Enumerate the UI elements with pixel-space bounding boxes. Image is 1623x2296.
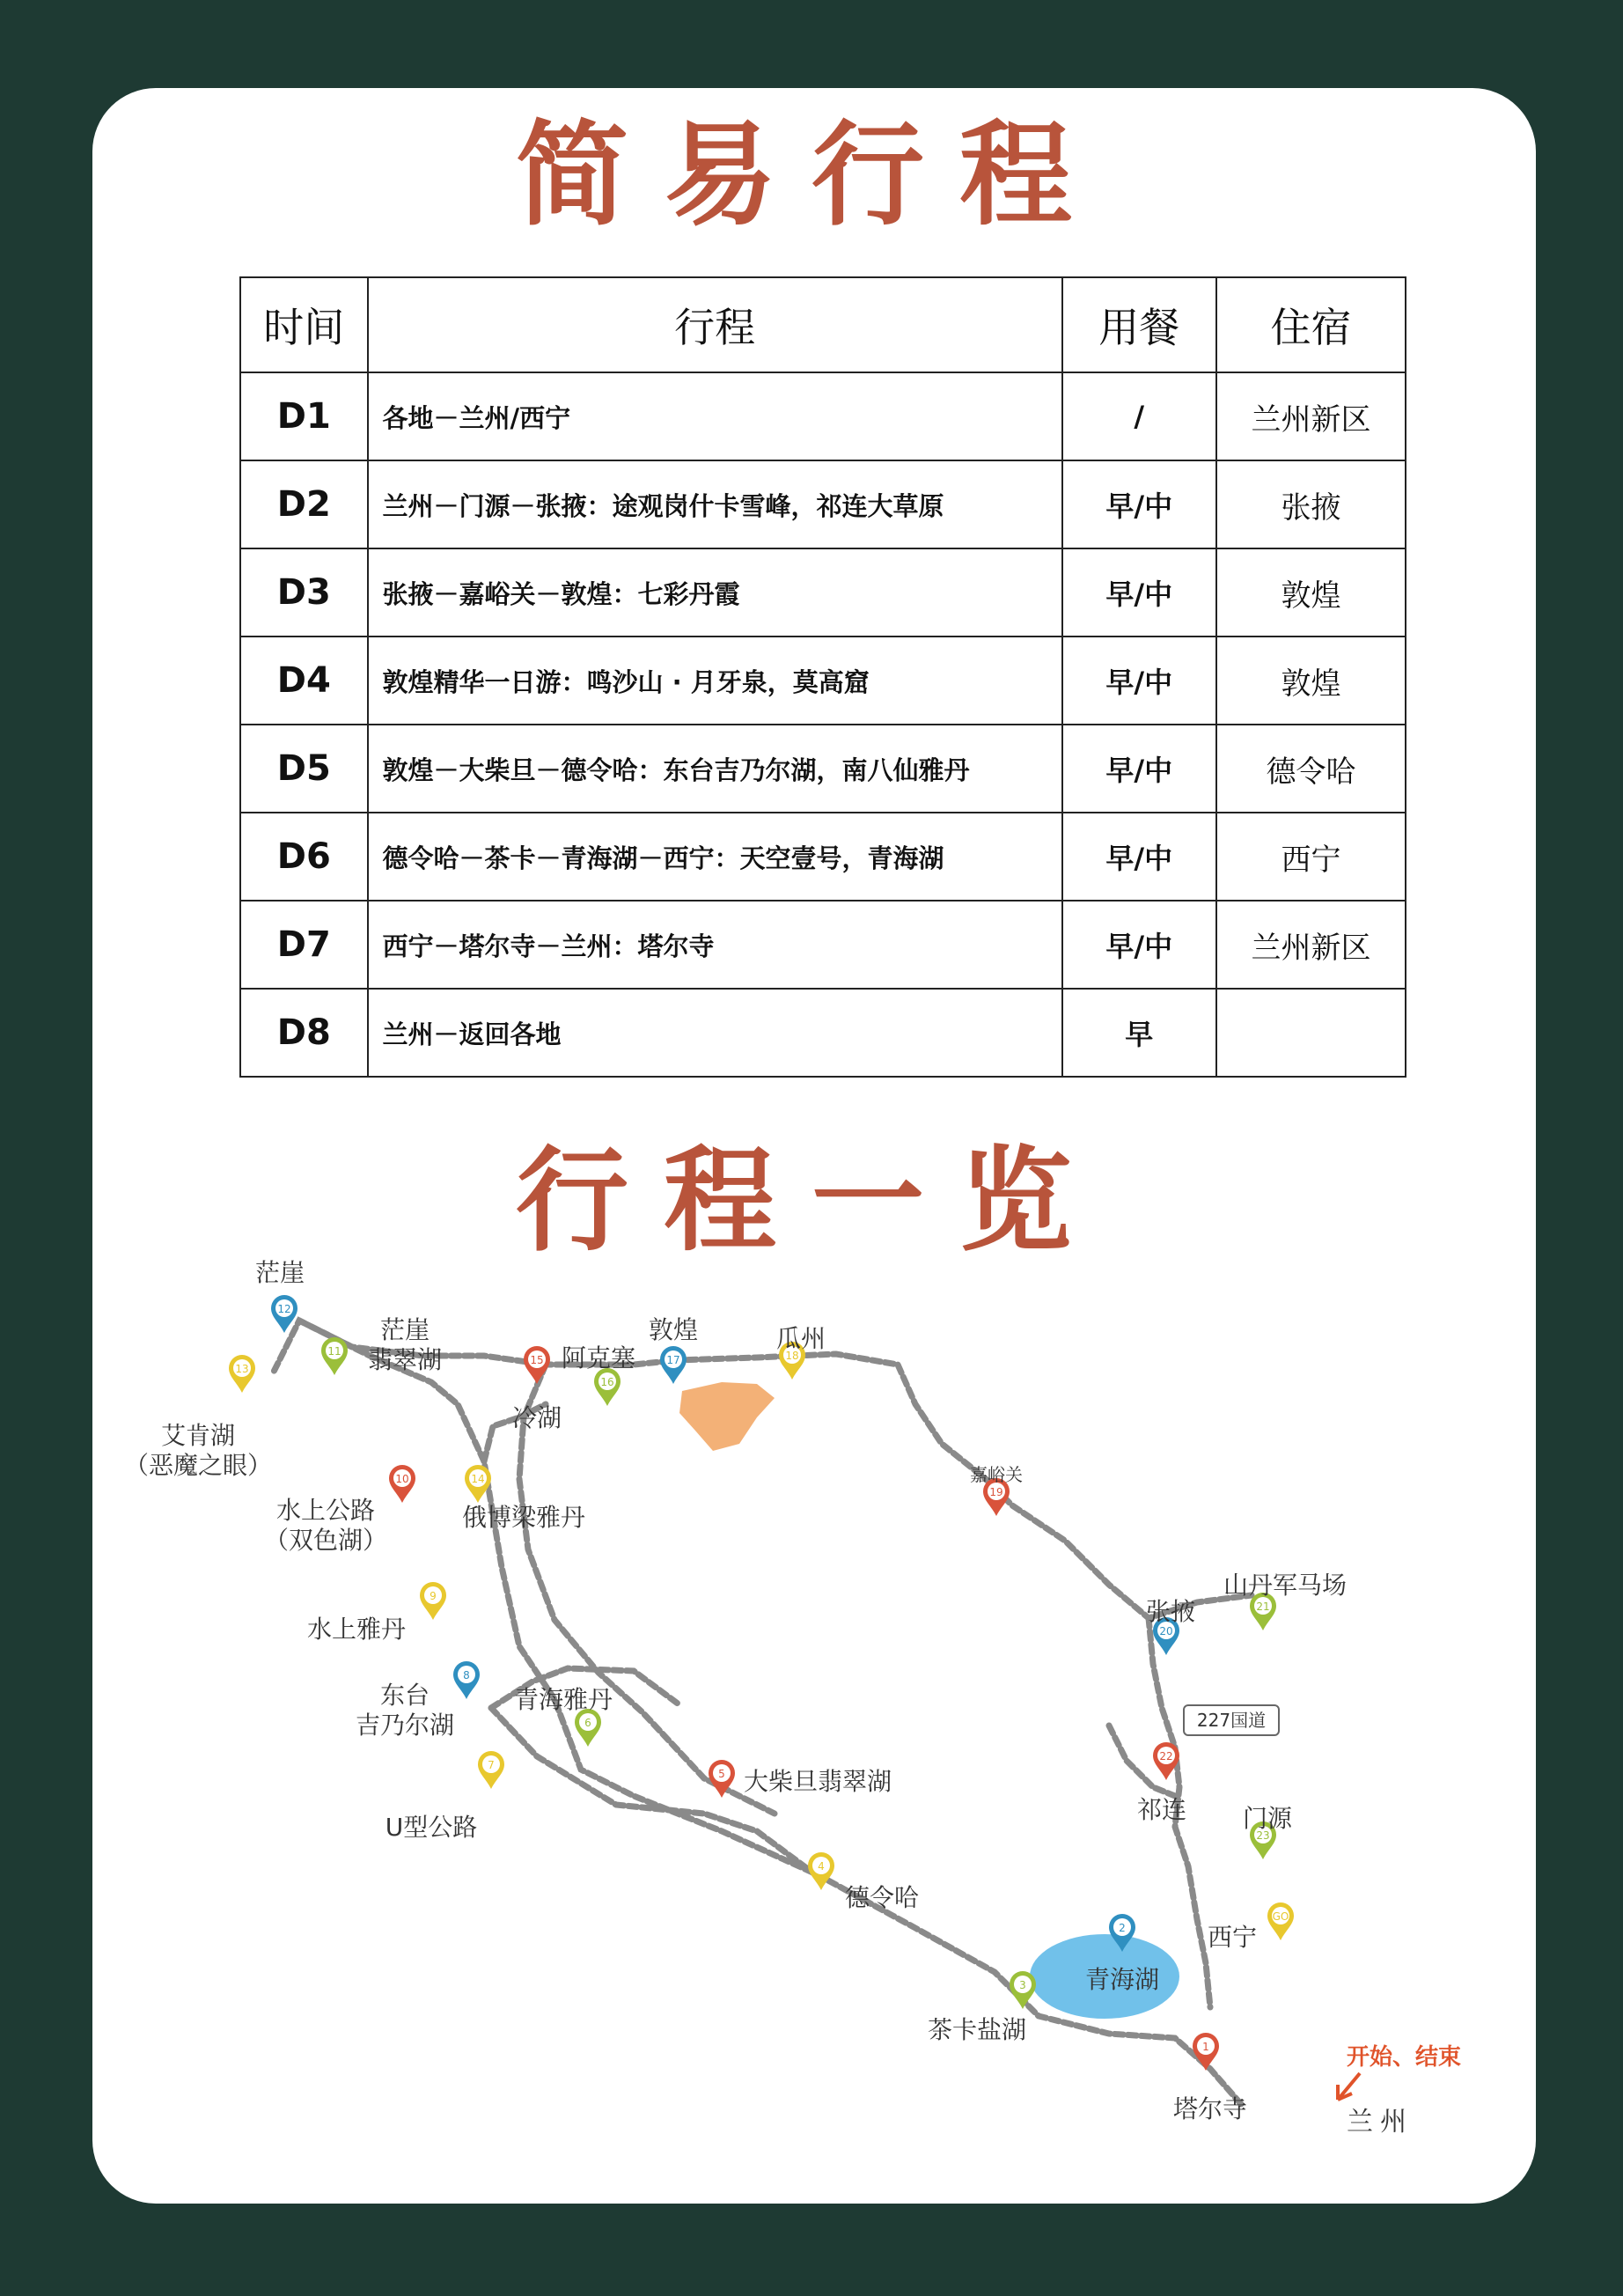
stop-label-13 (124, 1421, 272, 1480)
stop-marker-8 (453, 1661, 480, 1699)
route-cell: 各地－兰州/西宁 (368, 372, 1062, 460)
lanzhou-label: 兰州 (1347, 2107, 1414, 2138)
stop-label-21 (1223, 1571, 1347, 1600)
stop-number: 16 (600, 1376, 614, 1388)
day-cell: D7 (240, 901, 368, 989)
stop-label-line: 门源 (1242, 1804, 1293, 1833)
stop-label-line: 东台 (379, 1681, 430, 1710)
stop-label-line: 艾肯湖 (160, 1421, 236, 1450)
stop-number: 10 (395, 1473, 409, 1485)
stop-marker-11 (321, 1337, 348, 1375)
header-route: 行程 (368, 277, 1062, 372)
route-cell: 兰州－门源－张掖：途观岗什卡雪峰，祁连大草原 (368, 460, 1062, 548)
stop-number: 9 (430, 1590, 437, 1602)
stop-label-line: 嘉峪关 (970, 1464, 1023, 1485)
hotel-cell: 敦煌 (1216, 637, 1406, 725)
stop-label-3 (928, 2015, 1026, 2044)
header-hotel: 住宿 (1216, 277, 1406, 372)
stop-number: 7 (488, 1759, 495, 1771)
stop-label-line: 西宁 (1207, 1923, 1258, 1952)
stop-label-line: 阿克塞 (561, 1343, 636, 1372)
stop-label-line: 茫崖 (254, 1258, 305, 1287)
stop-label-line: 俄博梁雅丹 (461, 1503, 586, 1532)
stop-label-line: 德令哈 (845, 1883, 920, 1912)
day-cell: D8 (240, 989, 368, 1077)
stop-label-line: 青海湖 (1084, 1965, 1160, 1994)
stop-label-17 (649, 1315, 698, 1344)
hotel-cell (1216, 989, 1406, 1077)
stop-number: 14 (471, 1473, 485, 1485)
meal-cell: / (1062, 372, 1216, 460)
stop-marker-10 (389, 1465, 415, 1503)
road-sign-label: 227国道 (1196, 1710, 1267, 1731)
table-row (240, 637, 1406, 725)
table-row (240, 725, 1406, 813)
stop-label-line: 塔尔寺 (1172, 2094, 1248, 2123)
stop-marker-GO (1267, 1902, 1294, 1940)
stop-label-10 (264, 1496, 387, 1555)
route-cell: 西宁－塔尔寺－兰州：塔尔寺 (368, 901, 1062, 989)
meal-cell: 早/中 (1062, 725, 1216, 813)
table-row (240, 901, 1406, 989)
stop-marker-16 (594, 1368, 621, 1406)
stop-label-line: 翡翠湖 (367, 1345, 443, 1374)
stop-number: 23 (1256, 1829, 1270, 1842)
stop-number: 21 (1256, 1601, 1270, 1613)
hotel-cell: 兰州新区 (1216, 372, 1406, 460)
hotel-cell: 西宁 (1216, 813, 1406, 901)
stop-label-9 (307, 1615, 406, 1644)
stop-label-line: 祁连 (1136, 1795, 1187, 1824)
stop-label-7 (386, 1813, 478, 1842)
stop-number: 2 (1119, 1922, 1126, 1934)
stop-label-line: 水上雅丹 (306, 1615, 407, 1644)
start-end-label: 开始、结束 (1347, 2044, 1462, 2071)
hotel-cell: 张掖 (1216, 460, 1406, 548)
hotel-cell: 敦煌 (1216, 548, 1406, 637)
stop-label-19 (970, 1464, 1023, 1485)
day-cell: D6 (240, 813, 368, 901)
hotel-cell: 兰州新区 (1216, 901, 1406, 989)
stop-label-6 (514, 1685, 613, 1714)
day-cell: D2 (240, 460, 368, 548)
stop-number: 19 (989, 1486, 1003, 1498)
stop-label-GO (1208, 1923, 1257, 1952)
day-cell: D1 (240, 372, 368, 460)
road-north (299, 1321, 1252, 1618)
stop-label-14 (462, 1503, 585, 1532)
stop-label-line: 张掖 (1145, 1597, 1196, 1626)
meal-cell: 早/中 (1062, 901, 1216, 989)
day-cell: D3 (240, 548, 368, 637)
stop-label-22 (1137, 1795, 1186, 1824)
stop-marker-15 (524, 1346, 550, 1384)
stop-number: 20 (1159, 1625, 1173, 1637)
stop-label-5 (744, 1767, 892, 1796)
route-cell: 张掖－嘉峪关－敦煌：七彩丹霞 (368, 548, 1062, 637)
header-meal: 用餐 (1062, 277, 1216, 372)
stop-label-1 (1173, 2094, 1247, 2123)
stop-label-12 (255, 1258, 305, 1287)
stop-label-15 (512, 1403, 562, 1432)
stop-label-line: （恶魔之眼） (123, 1451, 273, 1480)
table-header-row (240, 277, 1406, 372)
stop-label-4 (845, 1883, 919, 1912)
stop-label-line: 敦煌 (648, 1315, 699, 1344)
start-end-arrow (1338, 2073, 1360, 2100)
stop-label-line: 山丹军马场 (1223, 1571, 1348, 1600)
table-row (240, 989, 1406, 1077)
stop-label-line: 青海雅丹 (513, 1685, 613, 1714)
stop-label-line: 瓜州 (775, 1324, 826, 1353)
stop-number: GO (1272, 1910, 1289, 1923)
stop-number: 4 (818, 1860, 825, 1873)
route-cell: 兰州－返回各地 (368, 989, 1062, 1077)
stop-number: 13 (235, 1363, 249, 1375)
stop-label-line: 茶卡盐湖 (927, 2015, 1027, 2044)
stop-label-line: 冷湖 (511, 1403, 562, 1432)
stop-marker-17 (660, 1346, 687, 1384)
header-time: 时间 (240, 277, 368, 372)
stop-label-line: 吉乃尔湖 (355, 1711, 455, 1740)
stop-label-8 (356, 1681, 454, 1740)
stop-label-line: （双色湖） (263, 1526, 388, 1555)
stop-label-23 (1243, 1804, 1293, 1833)
stop-marker-9 (420, 1582, 446, 1620)
stop-label-line: U型公路 (385, 1813, 478, 1842)
hotel-cell: 德令哈 (1216, 725, 1406, 813)
stop-marker-3 (1010, 1971, 1036, 2009)
stop-number: 1 (1202, 2041, 1209, 2053)
route-cell: 德令哈－茶卡－青海湖－西宁：天空壹号，青海湖 (368, 813, 1062, 901)
meal-cell: 早/中 (1062, 548, 1216, 637)
stop-number: 3 (1019, 1979, 1026, 1991)
stop-number: 17 (666, 1354, 680, 1366)
day-cell: D4 (240, 637, 368, 725)
stop-number: 15 (530, 1354, 544, 1366)
stop-number: 5 (718, 1768, 725, 1780)
table-row (240, 460, 1406, 548)
table-row (240, 548, 1406, 637)
stop-label-2 (1085, 1965, 1159, 1994)
route-cell: 敦煌精华一日游：鸣沙山 · 月牙泉，莫高窟 (368, 637, 1062, 725)
stop-label-18 (776, 1324, 826, 1353)
route-cell: 敦煌－大柴旦－德令哈：东台吉乃尔湖，南八仙雅丹 (368, 725, 1062, 813)
stop-marker-13 (229, 1355, 255, 1393)
stop-number: 22 (1159, 1750, 1173, 1762)
stop-label-11 (368, 1315, 442, 1374)
stop-label-line: 大柴旦翡翠湖 (744, 1767, 892, 1796)
stop-marker-7 (478, 1751, 504, 1789)
stop-label-16 (562, 1343, 635, 1372)
itinerary-table (239, 276, 1406, 1078)
day-cell: D5 (240, 725, 368, 813)
stop-number: 12 (277, 1303, 291, 1315)
table-row (240, 372, 1406, 460)
stop-number: 18 (785, 1350, 799, 1362)
stop-marker-1 (1193, 2033, 1219, 2071)
table-row (240, 813, 1406, 901)
stop-label-line: 茫崖 (379, 1315, 430, 1344)
meal-cell: 早/中 (1062, 637, 1216, 725)
meal-cell: 早 (1062, 989, 1216, 1077)
itinerary-title: 简易行程 (515, 109, 1107, 241)
stop-label-line: 水上公路 (275, 1496, 376, 1525)
overview-title: 行程一览 (515, 1135, 1107, 1267)
stop-number: 6 (584, 1717, 591, 1729)
meal-cell: 早/中 (1062, 460, 1216, 548)
stop-label-20 (1146, 1597, 1195, 1626)
route-map (123, 1250, 1496, 2148)
stop-number: 8 (463, 1669, 470, 1682)
dunhuang-region-shape (679, 1382, 775, 1451)
stop-number: 11 (327, 1345, 341, 1358)
meal-cell: 早/中 (1062, 813, 1216, 901)
stop-marker-6 (575, 1709, 601, 1747)
